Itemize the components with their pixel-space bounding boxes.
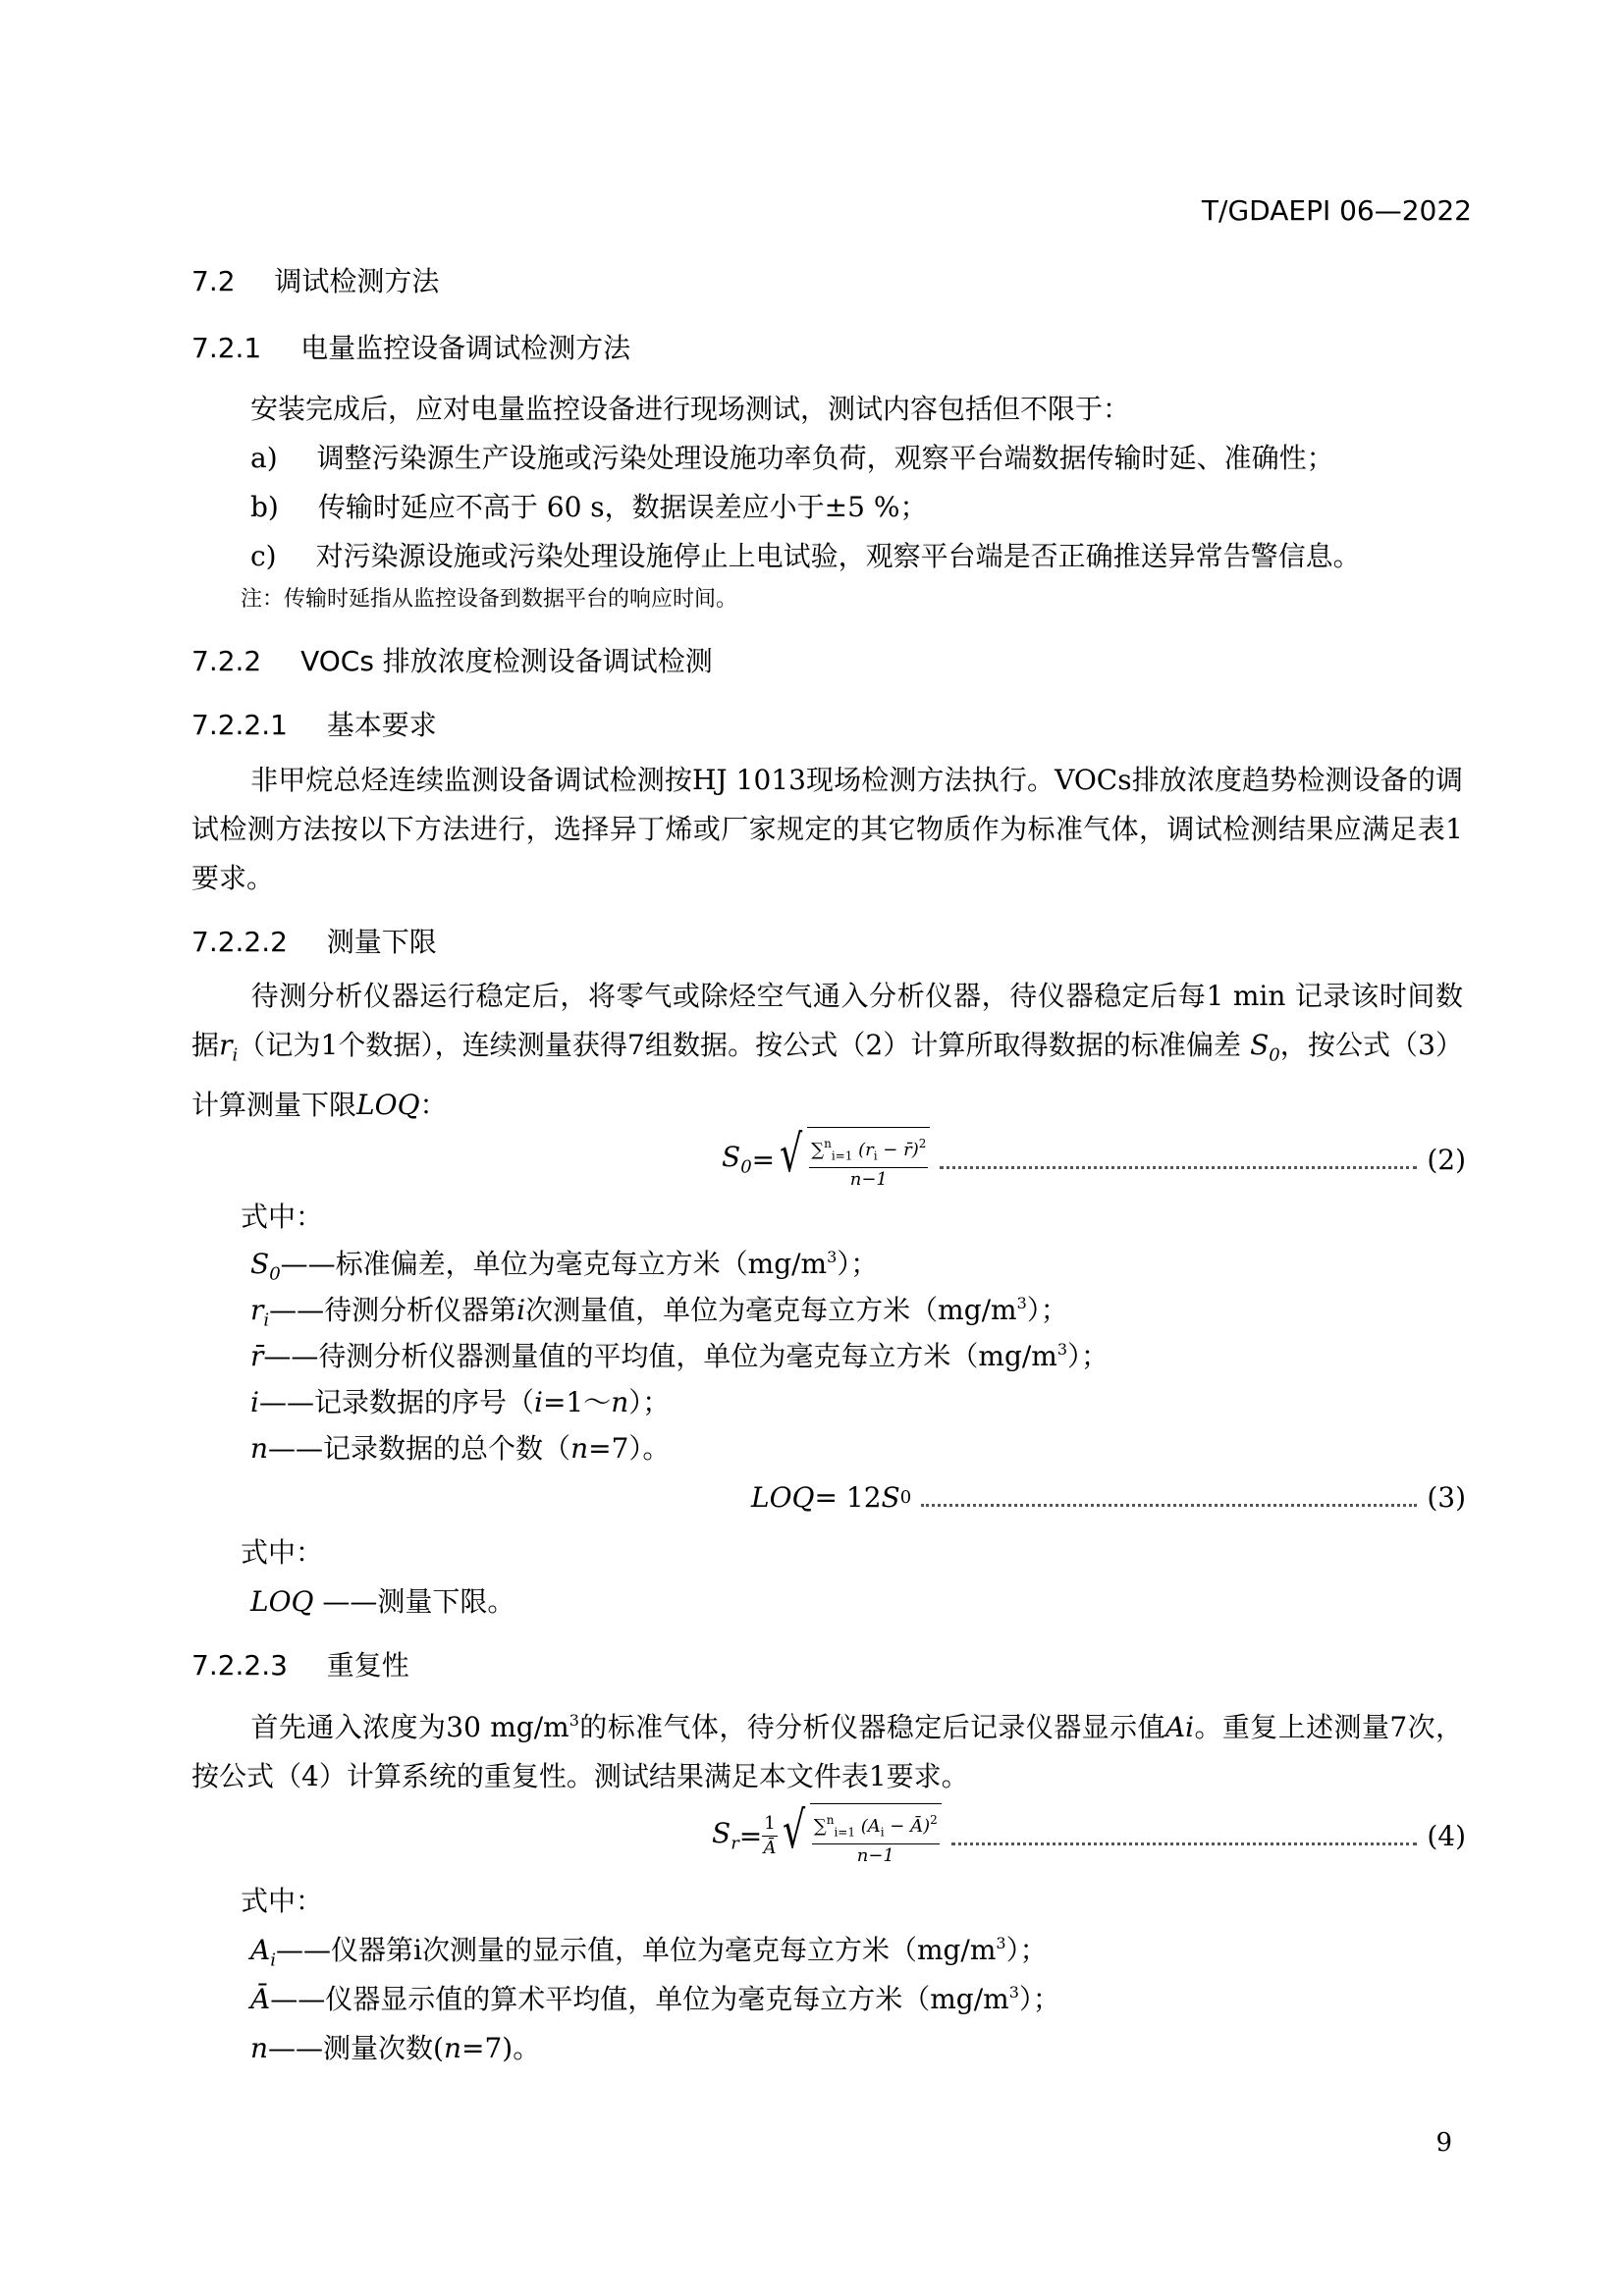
where-label: 式中： [241, 1201, 324, 1233]
paragraph-repeatability: 首先通入浓度为30 $mg/m^3$的标准气体，待分析仪器稳定后记录仪器显示值Ai。重复上述测量7次，按公式（4）计算系统的重复性。测试结果满足本文件表1要求。 [191, 1711, 1463, 1792]
section-title: 重复性 [326, 1649, 409, 1682]
equation-number: (4) [1427, 1819, 1466, 1852]
paragraph-basic-requirements: 非甲烷总烃连续监测设备调试检测按HJ 1013现场检测方法执行。VOCs排放浓度趋势检测设备的调试检测方法按以下方法进行，选择异丁烯或厂家规定的其它物质作为标准气体，调试检测结果应满足表1要求。 [191, 764, 1463, 894]
section-number: 7.2.2.1 [191, 709, 288, 741]
coefficient-fraction: $\frac{1}{Ā}$ [763, 1812, 777, 1858]
fraction: $\frac{\sum^n_{i=1} (r_i - r̄)^2}{n-1}$ [809, 1132, 928, 1193]
eq-lhs: $S_r$ [712, 1817, 739, 1854]
equation-number: (2) [1427, 1143, 1466, 1176]
section-heading-7-2-2-2 [191, 921, 437, 960]
where-label: 式中： [241, 1536, 324, 1569]
definition-abar: Ā——仪器显示值的算术平均值，单位为毫克每立方米$(mg/m^3)$； [250, 1983, 1060, 2015]
leader-dots [951, 1842, 1418, 1845]
section-heading-7-2 [191, 260, 439, 299]
section-number: 7.2.2.3 [191, 1649, 288, 1682]
definition-n: n——记录数据的总个数（n=7）。 [250, 1432, 671, 1465]
definition-rbar: r̄——待测分析仪器测量值的平均值，单位为毫克每立方米$(mg/m^3)$； [250, 1340, 1110, 1372]
list-item-b [250, 486, 927, 525]
document-code: T/GDAEPI 06—2022 [1201, 194, 1472, 227]
page-number: 9 [1435, 2128, 1452, 2158]
note-text: 注：传输时延指从监控设备到数据平台的响应时间。 [241, 587, 738, 612]
section-heading-7-2-2 [191, 640, 713, 679]
equation-3: LOQ = 12 S 0 (3) [751, 1480, 1466, 1514]
definition-ai: $A_i——$仪器第i次测量的显示值，单位为毫克每立方米$(mg/m^3)$； [250, 1934, 1048, 1971]
paragraph-detection-limit: 待测分析仪器运行稳定后，将零气或除烃空气通入分析仪器，待仪器稳定后每1 min 记录该时间数据$r_i$（记为1个数据），连续测量获得7组数据。按公式（2）计算所取得数据的标准偏差 $S_0$，按公式（3）计算测量下限LOQ： [191, 980, 1463, 1121]
list-text: 对污染源设施或污染处理设施停止上电试验，观察平台端是否正确推送异常告警信息。 [315, 540, 1361, 572]
section-heading-7-2-2-3 [191, 1644, 409, 1683]
section-title: VOCs 排放浓度检测设备调试检测 [300, 645, 713, 677]
section-title: 测量下限 [326, 926, 437, 958]
section-heading-7-2-2-1 [191, 704, 437, 743]
sqrt-expression: √ $\frac{\sum^n_{i=1} (A_i - Ā)^2}{n-1}$ [778, 1803, 942, 1869]
section-title: 电量监控设备调试检测方法 [300, 332, 631, 364]
section-title: 基本要求 [326, 709, 437, 741]
section-heading-7-2-1 [191, 327, 630, 366]
section-number: 7.2.2 [191, 645, 262, 677]
list-label: a) [250, 442, 278, 474]
fraction: $\frac{\sum^n_{i=1} (A_i - Ā)^2}{n-1}$ [812, 1808, 940, 1869]
definition-ri: $r_i——$待测分析仪器第i次测量值，单位为毫克每立方米$(mg/m^3)$； [250, 1294, 1068, 1331]
list-item-c [250, 535, 1361, 574]
section-number: 7.2.2.2 [191, 926, 288, 958]
section-title: 调试检测方法 [274, 265, 440, 297]
list-text: 传输时延应不高于 60 s，数据误差应小于±5 %； [317, 491, 928, 523]
definition-i: i——记录数据的序号（i=1～n）； [250, 1386, 671, 1418]
list-item-a [250, 437, 1334, 476]
leader-dots [921, 1504, 1417, 1507]
where-label: 式中： [241, 1885, 324, 1917]
sqrt-expression: √ $\frac{\sum^n_{i=1} (r_i - r̄)^2}{n-1}$ [775, 1127, 930, 1193]
definition-n-count: n——测量次数(n=7)。 [250, 2032, 541, 2064]
eq-lhs: $S_0$ [722, 1141, 752, 1178]
definition-loq: LOQ ——测量下限。 [250, 1585, 515, 1618]
section-number: 7.2 [191, 265, 236, 297]
leader-dots [940, 1166, 1417, 1169]
eq-lhs: LOQ [751, 1480, 815, 1514]
list-label: c) [250, 540, 277, 572]
equation-2: $S_0$ = √ $\frac{\sum^n_{i=1} (r_i - r̄)^2}{n-1}$ (2) [722, 1124, 1466, 1191]
equation-4: $S_r$ = $\frac{1}{Ā}$ √ $\frac{\sum^n_{i=1} (A_i - Ā)^2}{n-1}$ (4) [712, 1800, 1466, 1867]
list-text: 调整污染源生产设施或污染处理设施功率负荷，观察平台端数据传输时延、准确性； [316, 442, 1334, 474]
section-number: 7.2.1 [191, 332, 262, 364]
definition-s0: $S_0——$标准偏差，单位为毫克每立方米$(mg/m^3)$； [250, 1248, 879, 1285]
equation-number: (3) [1427, 1480, 1466, 1514]
intro-paragraph: 安装完成后，应对电量监控设备进行现场测试，测试内容包括但不限于： [250, 393, 1131, 425]
list-label: b) [250, 491, 279, 523]
